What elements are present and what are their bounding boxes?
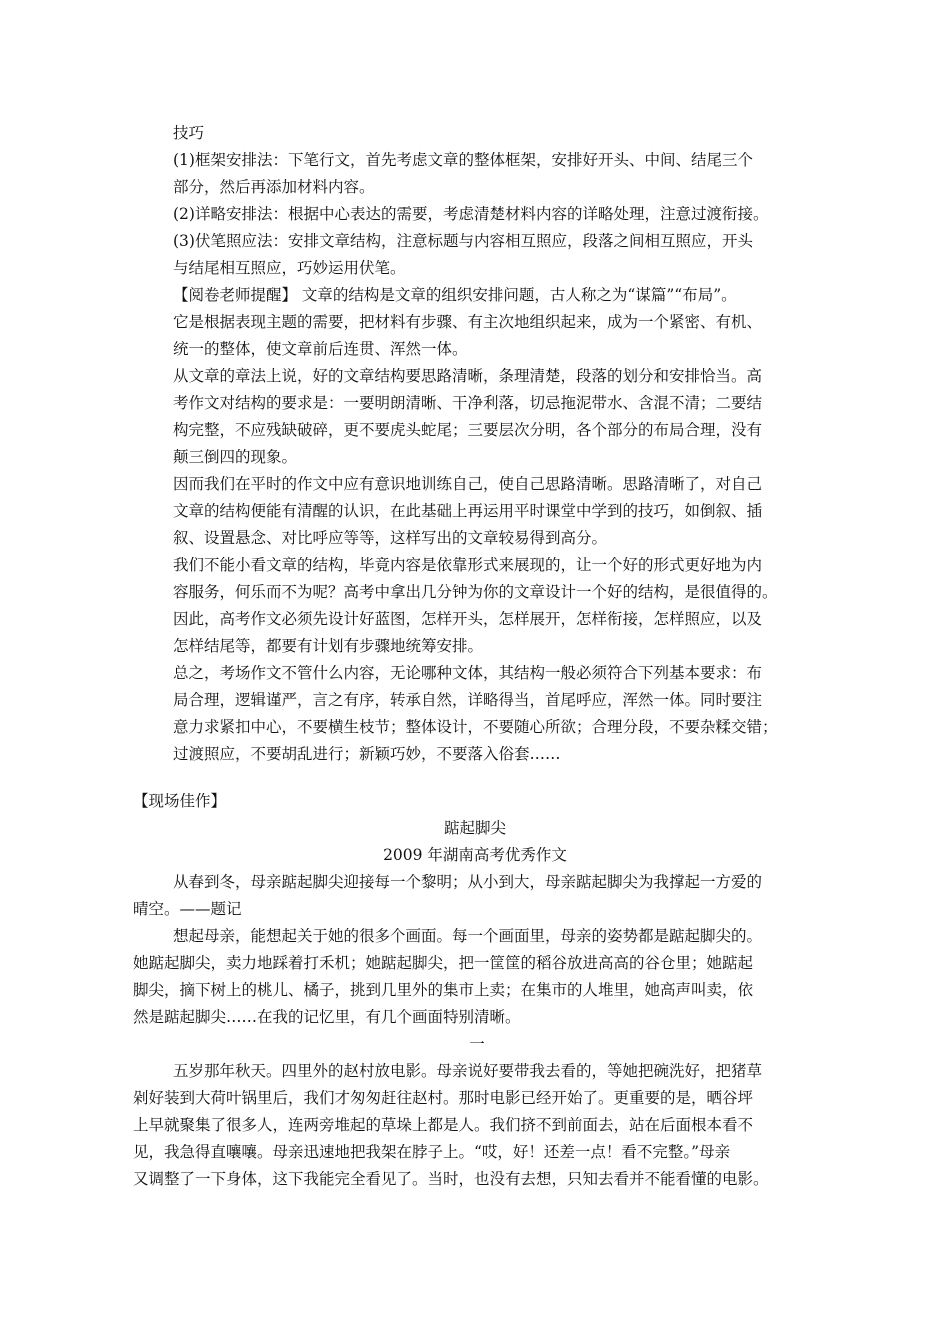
text-line: (3)伏笔照应法：安排文章结构，注意标题与内容相互照应，段落之间相互照应，开头 [173,232,753,250]
text-line: 怎样结尾等，都要有计划有步骤地统筹安排。 [173,637,484,655]
text-line: 意力求紧扣中心，不要横生枝节；整体设计，不要随心所欲；合理分段，不要杂糅交错； [173,718,778,736]
text-line: 统一的整体，使文章前后连贯、浑然一体。 [173,340,468,358]
text-line: 它是根据表现主题的需要，把材料有步骤、有主次地组织起来，成为一个紧密、有机、 [173,313,763,331]
essay-subtitle: 2009 年湖南高考优秀作文 [383,846,567,864]
text-line: 又调整了一下身体，这下我能完全看见了。当时，也没有去想，只知去看并不能看懂的电影。 [133,1170,769,1188]
text-line: 我们不能小看文章的结构，毕竟内容是依靠形式来展现的，让一个好的形式更好地为内 [173,556,763,574]
text-line: 因此，高考作文必须先设计好蓝图，怎样开头，怎样展开，怎样衔接，怎样照应，以及 [173,610,763,628]
text-line: 【阅卷老师提醒】 文章的结构是文章的组织安排问题，古人称之为“谋篇”“布局”。 [173,286,737,304]
text-line: 局合理，逻辑谨严，言之有序，转承自然，详略得当，首尾呼应，浑然一体。同时要注 [173,691,763,709]
part-marker: 一 [469,1035,485,1053]
text-line: (1)框架安排法：下笔行文，首先考虑文章的整体框架，安排好开头、中间、结尾三个 [173,151,753,169]
text-line: 构完整，不应残缺破碎，更不要虎头蛇尾；三要层次分明，各个部分的布局合理，没有 [173,421,763,439]
section-tag: 【现场佳作】 [133,792,227,810]
text-line: 叙、设置悬念、对比呼应等等，这样写出的文章较易得到高分。 [173,529,608,547]
text-line: 与结尾相互照应，巧妙运用伏笔。 [173,259,406,277]
text-line: 部分，然后再添加材料内容。 [173,178,375,196]
tips-section [173,120,778,768]
text-line: 因而我们在平时的作文中应有意识地训练自己，使自己思路清晰。思路清晰了，对自己 [173,475,763,493]
text-line: 考作文对结构的要求是：一要明朗清晰、干净利落，切忌拖泥带水、含混不清；二要结 [173,394,763,412]
text-line: (2)详略安排法：根据中心表达的需要，考虑清楚材料内容的详略处理，注意过渡衔接。 [173,205,769,223]
text-line: 容服务，何乐而不为呢？高考中拿出几分钟为你的文章设计一个好的结构，是很值得的。 [173,583,778,601]
text-line: 总之，考场作文不管什么内容，无论哪种文体，其结构一般必须符合下列基本要求：布 [173,664,763,682]
text-line: 颠三倒四的现象。 [173,448,298,466]
text-line: 她踮起脚尖，卖力地踩着打禾机；她踮起脚尖，把一筐筐的稻谷放进高高的谷仓里；她踮起 [133,954,754,972]
text-line: 剁好装到大荷叶锅里后，我们才匆匆赶往赵村。那时电影已经开始了。更重要的是，晒谷坪 [133,1089,754,1107]
text-line: 从春到冬，母亲踮起脚尖迎接每一个黎明；从小到大，母亲踮起脚尖为我撑起一方爱的 [173,873,763,891]
text-line: 文章的结构便能有清醒的认识，在此基础上再运用平时课堂中学到的技巧，如倒叙、插 [173,502,763,520]
text-line: 见，我急得直嚷嚷。母亲迅速地把我架在脖子上。“哎，好！还差一点！看不完整。”母亲 [133,1143,731,1161]
text-line: 想起母亲，能想起关于她的很多个画面。每一个画面里，母亲的姿势都是踮起脚尖的。 [173,927,763,945]
essay-body [133,869,821,1193]
text-line: 上早就聚集了很多人，连两旁堆起的草垛上都是人。我们挤不到前面去，站在后面根本看不 [133,1116,754,1134]
text-line: 晴空。——题记 [133,900,242,918]
section-heading: 技巧 [173,124,205,142]
text-line: 五岁那年秋天。四里外的赵村放电影。母亲说好要带我去看的，等她把碗洗好，把猪草 [173,1062,763,1080]
text-line: 然是踮起脚尖……在我的记忆里，有几个画面特别清晰。 [133,1008,521,1026]
essay-title: 踮起脚尖 [443,819,506,837]
text-line: 过渡照应，不要胡乱进行；新颖巧妙，不要落入俗套…… [173,745,561,763]
text-line: 脚尖，摘下树上的桃儿、橘子，挑到几里外的集市上卖；在集市的人堆里，她高声叫卖，依 [133,981,754,999]
text-line: 从文章的章法上说，好的文章结构要思路清晰，条理清楚，段落的划分和安排恰当。高 [173,367,763,385]
